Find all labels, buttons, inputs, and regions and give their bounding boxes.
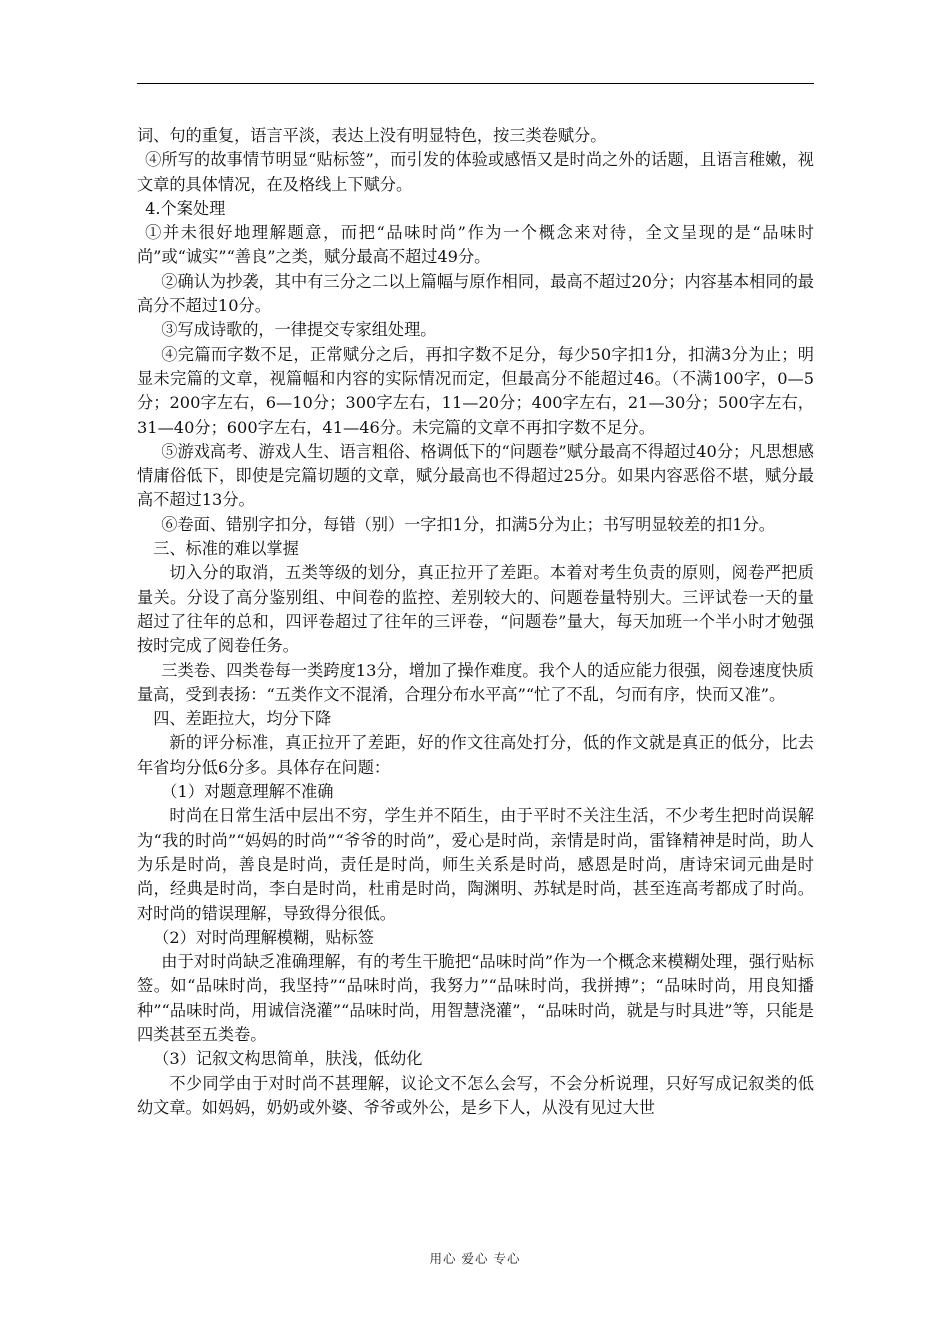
paragraph: ②确认为抄袭，其中有三分之二以上篇幅与原作相同，最高不超过20分；内容基本相同的最高分不超过10分。 — [137, 271, 814, 316]
paragraph: 不少同学由于对时尚不甚理解，议论文不怎么会写，不会分析说理，只好写成记叙类的低幼文章。如妈妈，奶奶或外婆、爷爷或外公，是乡下人，从没有见过大世 — [137, 1073, 814, 1117]
header-rule — [137, 83, 814, 84]
paragraph: ④所写的故事情节明显“贴标签”，而引发的体验或感悟又是时尚之外的话题，且语言稚嫩，视文章的具体情况，在及格线上下赋分。 — [137, 150, 814, 194]
paragraph: 词、句的重复，语言平淡，表达上没有明显特色，按三类卷赋分。 — [137, 126, 607, 145]
paragraph: ④完篇而字数不足，正常赋分之后，再扣字数不足分，每少50字扣1分，扣满3分为止；明显未完篇的文章，视篇幅和内容的实际情况而定，但最高分不能超过46。（不满100字，0—5分；200字左右，6—10分；300字左右，11—20分；400字左右，21—30分；500字左右，31—40分；600字左右，41—46分。未完篇的文章不再扣字数不足分。 — [137, 344, 814, 437]
paragraph: ⑥卷面、错别字扣分，每错（别）一字扣1分，扣满5分为止；书写明显较差的扣1分。 — [161, 514, 775, 534]
page-footer: 用心 爱心 专心 — [429, 1251, 521, 1266]
subsection-heading: （1）对题意理解不准确 — [161, 782, 334, 802]
section-heading: 三、标准的难以掌握 — [153, 539, 299, 559]
subsection-heading: （3）记叙文构思简单，肤浅，低幼化 — [153, 1049, 423, 1069]
paragraph: ①并未很好地理解题意，而把“品味时尚”作为一个概念来对待，全文呈现的是“品味时尚”或“诚实”“善良”之类，赋分最高不超过49分。 — [137, 223, 814, 267]
paragraph: 三类卷、四类卷每一类跨度13分，增加了操作难度。我个人的适应能力很强，阅卷速度快质量高，受到表扬：“五类作文不混淆，合理分布水平高”“忙了不乱，匀而有序，快而又准”。 — [137, 660, 814, 704]
paragraph: 由于对时尚缺乏准确理解，有的考生干脆把“品味时尚”作为一个概念来模糊处理，强行贴标签。如“品味时尚，我坚持”“品味时尚，我努力”“品味时尚，我拼搏”；“品味时尚，用良知播种”“品味时尚，用诚信浇灌”“品味时尚，用智慧浇灌”，“品味时尚，就是与时具进”等，只能是四类甚至五类卷。 — [137, 952, 814, 1044]
section-heading: 四、差距拉大，均分下降 — [153, 709, 332, 729]
paragraph: ⑤游戏高考、游戏人生、语言粗俗、格调低下的“问题卷”赋分最高不得超过40分；凡思想感情庸俗低下，即使是完篇切题的文章，赋分最高也不得超过25分。如果内容恶俗不堪，赋分最高不超过13分。 — [137, 441, 814, 510]
section-heading: 4.个案处理 — [145, 198, 226, 218]
document-body — [137, 124, 814, 1120]
paragraph: 切入分的取消，五类等级的划分，真正拉开了差距。本着对考生负责的原则，阅卷严把质量关。分设了高分鉴别组、中间卷的监控、差别较大的、问题卷量特别大。三评试卷一天的量超过了往年的总和，四评卷超过了往年的三评卷，“问题卷”量大，每天加班一个半小时才勉强按时完成了阅卷任务。 — [137, 563, 814, 656]
paragraph: 时尚在日常生活中层出不穷，学生并不陌生，由于平时不关注生活，不少考生把时尚误解为“我的时尚”“妈妈的时尚”“爷爷的时尚”，爱心是时尚，亲情是时尚，雷锋精神是时尚，助人为乐是时尚，善良是时尚，责任是时尚，师生关系是时尚，感恩是时尚，唐诗宋词元曲是时尚，经典是时尚，李白是时尚，杜甫是时尚，陶渊明、苏轼是时尚，甚至连高考都成了时尚。对时尚的错误理解，导致得分很低。 — [137, 806, 814, 923]
subsection-heading: （2）对时尚理解模糊，贴标签 — [153, 927, 374, 947]
paragraph: 新的评分标准，真正拉开了差距，好的作文往高处打分，低的作文就是真正的低分，比去年省均分低6分多。具体存在问题： — [137, 733, 814, 777]
paragraph: ③写成诗歌的，一律提交专家组处理。 — [161, 320, 437, 340]
